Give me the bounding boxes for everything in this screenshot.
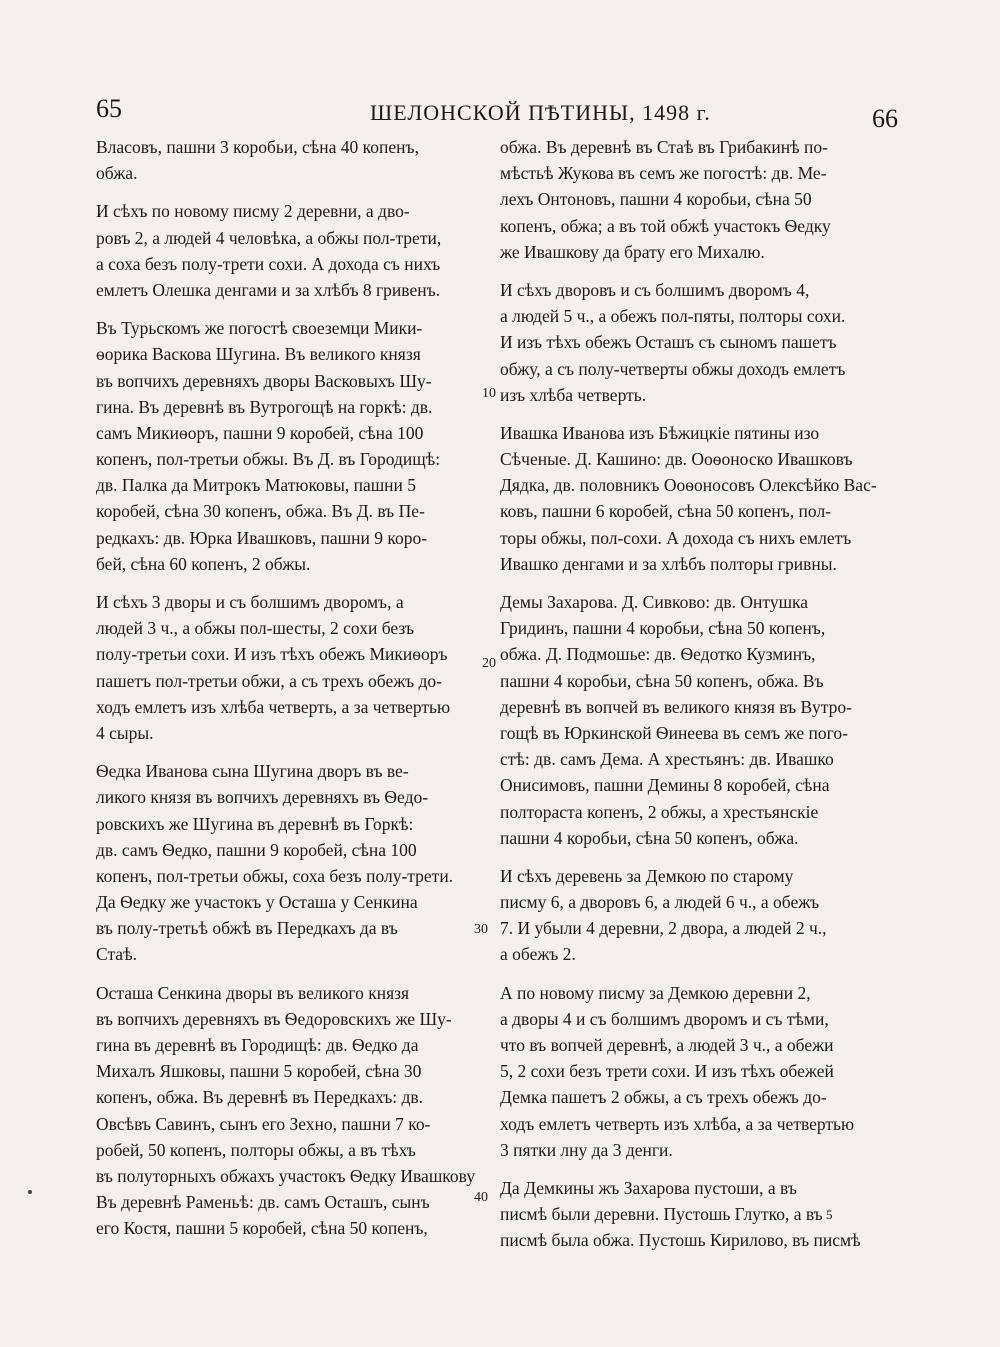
text-line: въ полуторныхъ обжахъ участокъ Ѳедку Ивашкову xyxy=(96,1165,476,1186)
text-line: бей, сѣна 60 копенъ, 2 обжы. xyxy=(96,553,311,574)
text-line: писмѣ были деревни. Пустошь Глутко, а въ xyxy=(500,1204,823,1225)
text-line: копенъ, пол-третьи обжы, соха безъ полу-трети. xyxy=(96,865,454,886)
text-line: Власовъ, пашни 3 коробьи, сѣна 40 копенъ, xyxy=(96,137,419,157)
text-line: Дядка, дв. половникъ Ооѳоносовъ Олексѣйко Вас- xyxy=(500,475,877,496)
text-line: обжа. Въ деревнѣ въ Стаѣ въ Грибакинѣ по- xyxy=(500,137,828,157)
text-line: въ вопчихъ деревняхъ дворы Васковыхъ Шу- xyxy=(96,370,432,391)
text-line: И сѣхъ деревень за Демкою по старому xyxy=(500,865,794,886)
text-line: что въ вопчей деревнѣ, а людей 3 ч., а обежи xyxy=(500,1035,834,1055)
text-line: а соха безъ полу-трети сохи. А дохода съ нихъ xyxy=(96,253,441,274)
text-line: И сѣхъ 3 дворы и съ болшимъ дворомъ, а xyxy=(96,592,404,612)
margin-dot xyxy=(28,1190,32,1194)
left-column xyxy=(96,134,492,1242)
text-line: полтораста копенъ, 2 обжы, а хрестьянскіе xyxy=(500,801,819,822)
text-line: Сѣченые. Д. Кашино: дв. Ооѳоноско Ивашковъ xyxy=(500,449,853,470)
text-line: 3 пятки лну да 3 денги. xyxy=(500,1139,673,1160)
text-line: ровскихъ же Шугина въ деревнѣ въ Горкѣ: xyxy=(96,813,414,834)
paragraph-gap xyxy=(500,851,896,863)
text-line: а дворы 4 и съ болшимъ дворомъ и съ тѣми, xyxy=(500,1008,829,1029)
text-line: гощѣ въ Юркинской Ѳинеева въ семъ же пого- xyxy=(500,722,848,743)
text-line: пашни 4 коробьи, сѣна 50 копенъ, обжа. xyxy=(500,827,799,848)
text-line: Да Демкины жъ Захарова пустоши, а въ xyxy=(500,1177,797,1198)
text-line: обжа. Д. Подмошье: дв. Ѳедотко Кузминъ, xyxy=(500,644,816,665)
text-line: Ивашка Иванова изъ Бѣжицкіе пятины изо xyxy=(500,422,820,443)
text-line: А по новому писму за Демкою деревни 2, xyxy=(500,982,811,1003)
text-line: а людей 5 ч., а обежъ пол-пяты, полторы сохи. xyxy=(500,306,846,327)
text-line: Демка пашетъ 2 обжы, а съ трехъ обежъ до- xyxy=(500,1087,827,1108)
text-line: ѳорика Васкова Шугина. Въ великого князя xyxy=(96,344,421,365)
text-line: коробей, сѣна 30 копенъ, обжа. Въ Д. въ Пе- xyxy=(96,501,425,522)
text-line: 4 сыры. xyxy=(96,722,154,743)
text-line: копенъ, пол-третьи обжы. Въ Д. въ Городищѣ: xyxy=(96,449,441,470)
text-line: Михалъ Яшковы, пашни 5 коробей, сѣна 30 xyxy=(96,1061,422,1082)
text-line: робей, 50 копенъ, полторы обжы, а въ тѣхъ xyxy=(96,1139,416,1160)
paragraph-gap xyxy=(500,265,896,277)
text-line: 5, 2 сохи безъ трети сохи. И изъ тѣхъ обежей xyxy=(500,1061,834,1082)
text-line: полу-третьи сохи. И изъ тѣхъ обежъ Микиѳоръ xyxy=(96,644,448,665)
text-line: копенъ, обжа. Въ деревнѣ въ Передкахъ: дв. xyxy=(96,1087,424,1108)
text-line: писму 6, а дворовъ 6, а людей 6 ч., а обежъ xyxy=(500,892,820,913)
text-line: пашни 4 коробьи, сѣна 50 копенъ, обжа. Въ xyxy=(500,670,824,691)
text-line: изъ хлѣба четверть. xyxy=(500,384,647,405)
paragraph-gap xyxy=(500,408,896,420)
text-line: въ полу-третьѣ обжѣ въ Передкахъ да въ xyxy=(96,918,398,939)
text-line: Ивашко денгами и за хлѣбъ полторы гривны. xyxy=(500,553,837,574)
text-line: стѣ: дв. самъ Дема. А хрестьянъ: дв. Ивашко xyxy=(500,749,834,770)
text-line: дв. самъ Ѳедко, пашни 9 коробей, сѣна 100 xyxy=(96,839,417,860)
text-line: Осташа Сенкина дворы въ великого князя xyxy=(96,982,410,1003)
text-line: а обежъ 2. xyxy=(500,944,576,965)
text-line: копенъ, обжа; а въ той обжѣ участокъ Ѳедку xyxy=(500,215,831,236)
text-line: самъ Микиѳоръ, пашни 9 коробей, сѣна 100 xyxy=(96,422,424,443)
text-line: Демы Захарова. Д. Сивково: дв. Онтушка xyxy=(500,592,809,612)
text-line: писмѣ была обжа. Пустошь Кирилово, въ писмѣ xyxy=(500,1230,861,1251)
paragraph-gap xyxy=(500,577,896,589)
paragraph-gap xyxy=(96,303,492,315)
text-line: Гридинъ, пашни 4 коробьи, сѣна 50 копенъ, xyxy=(500,618,826,639)
right-column xyxy=(500,134,896,1254)
text-line: редкахъ: дв. Юрка Ивашковъ, пашни 9 коро- xyxy=(96,527,428,548)
signature-mark: 5 xyxy=(826,1207,833,1222)
text-line: пашетъ пол-третьи обжи, а съ трехъ обежъ до- xyxy=(96,670,443,691)
text-line: обжу, а съ полу-четверты обжы доходъ емлетъ xyxy=(500,358,846,379)
text-line: Да Ѳедку же участокъ у Осташа у Сенкина xyxy=(96,892,418,913)
paragraph-gap xyxy=(96,968,492,980)
text-line: Овсѣвъ Савинъ, сынъ его Зехно, пашни 7 ко- xyxy=(96,1113,431,1134)
text-line: И изъ тѣхъ обежъ Осташъ съ сыномъ пашетъ xyxy=(500,332,837,353)
paragraph-gap xyxy=(96,577,492,589)
paragraph-gap xyxy=(96,746,492,758)
text-line: ходъ емлетъ изъ хлѣба четверть, а за четвертью xyxy=(96,696,451,717)
page-number-right: 66 xyxy=(872,104,898,133)
running-title: ШЕЛОНСКОЙ ПѢТИНЫ, 1498 г. xyxy=(370,100,711,125)
text-line: емлетъ Олешка денгами и за хлѣбъ 8 гривенъ. xyxy=(96,279,441,300)
text-line: же Ивашкову да брату его Михалю. xyxy=(500,241,765,262)
text-line: торы обжы, пол-сохи. А дохода съ нихъ емлетъ xyxy=(500,527,852,548)
text-line: лехъ Онтоновъ, пашни 4 коробьи, сѣна 50 xyxy=(500,189,812,210)
paragraph-gap xyxy=(500,968,896,980)
text-line: ровъ 2, а людей 4 человѣка, а обжы пол-трети, xyxy=(96,227,442,248)
paragraph-gap xyxy=(96,186,492,198)
text-line: мѣстьѣ Жукова въ семъ же погостѣ: дв. Ме- xyxy=(500,163,827,184)
text-line: людей 3 ч., а обжы пол-шесты, 2 сохи безъ xyxy=(96,618,415,639)
text-line: Онисимовъ, пашни Демины 8 коробей, сѣна xyxy=(500,775,830,796)
text-line: въ вопчихъ деревняхъ въ Ѳедоровскихъ же Шу- xyxy=(96,1008,452,1029)
text-line: обжа. xyxy=(96,163,138,184)
text-line: Въ деревнѣ Раменьѣ: дв. самъ Осташъ, сынъ xyxy=(96,1192,430,1213)
page-number-left: 65 xyxy=(96,94,122,123)
text-line: дв. Палка да Митрокъ Матюковы, пашни 5 xyxy=(96,475,417,496)
line-marker-30: 30 xyxy=(474,922,488,937)
text-line: Ѳедка Иванова сына Шугина дворъ въ ве- xyxy=(96,761,409,782)
text-line: его Костя, пашни 5 коробей, сѣна 50 копенъ, xyxy=(96,1218,428,1239)
text-line: деревнѣ въ вопчей въ великого князя въ Вутро- xyxy=(500,696,852,717)
line-marker-20: 20 xyxy=(482,656,496,671)
text-line: ходъ емлетъ четверть изъ хлѣба, а за четвертью xyxy=(500,1113,855,1134)
text-line: гина. Въ деревнѣ въ Вутрогощѣ на горкѣ: дв. xyxy=(96,396,433,417)
text-line: ковъ, пашни 6 коробей, сѣна 50 копенъ, пол- xyxy=(500,501,832,522)
text-line: И сѣхъ по новому писму 2 деревни, а дво- xyxy=(96,201,410,222)
line-marker-10: 10 xyxy=(482,386,496,401)
text-line: 7. И убыли 4 деревни, 2 двора, а людей 2 ч., xyxy=(500,918,827,939)
line-marker-40: 40 xyxy=(474,1190,488,1205)
text-line: И сѣхъ дворовъ и съ болшимъ дворомъ 4, xyxy=(500,279,810,300)
text-line: гина въ деревнѣ въ Городищѣ: дв. Ѳедко да xyxy=(96,1035,419,1055)
text-line: Въ Турьскомъ же погостѣ своеземци Мики- xyxy=(96,318,423,339)
text-line: Стаѣ. xyxy=(96,944,137,965)
paragraph-gap xyxy=(500,1163,896,1175)
text-line: ликого князя въ вопчихъ деревняхъ въ Ѳедо- xyxy=(96,787,429,808)
